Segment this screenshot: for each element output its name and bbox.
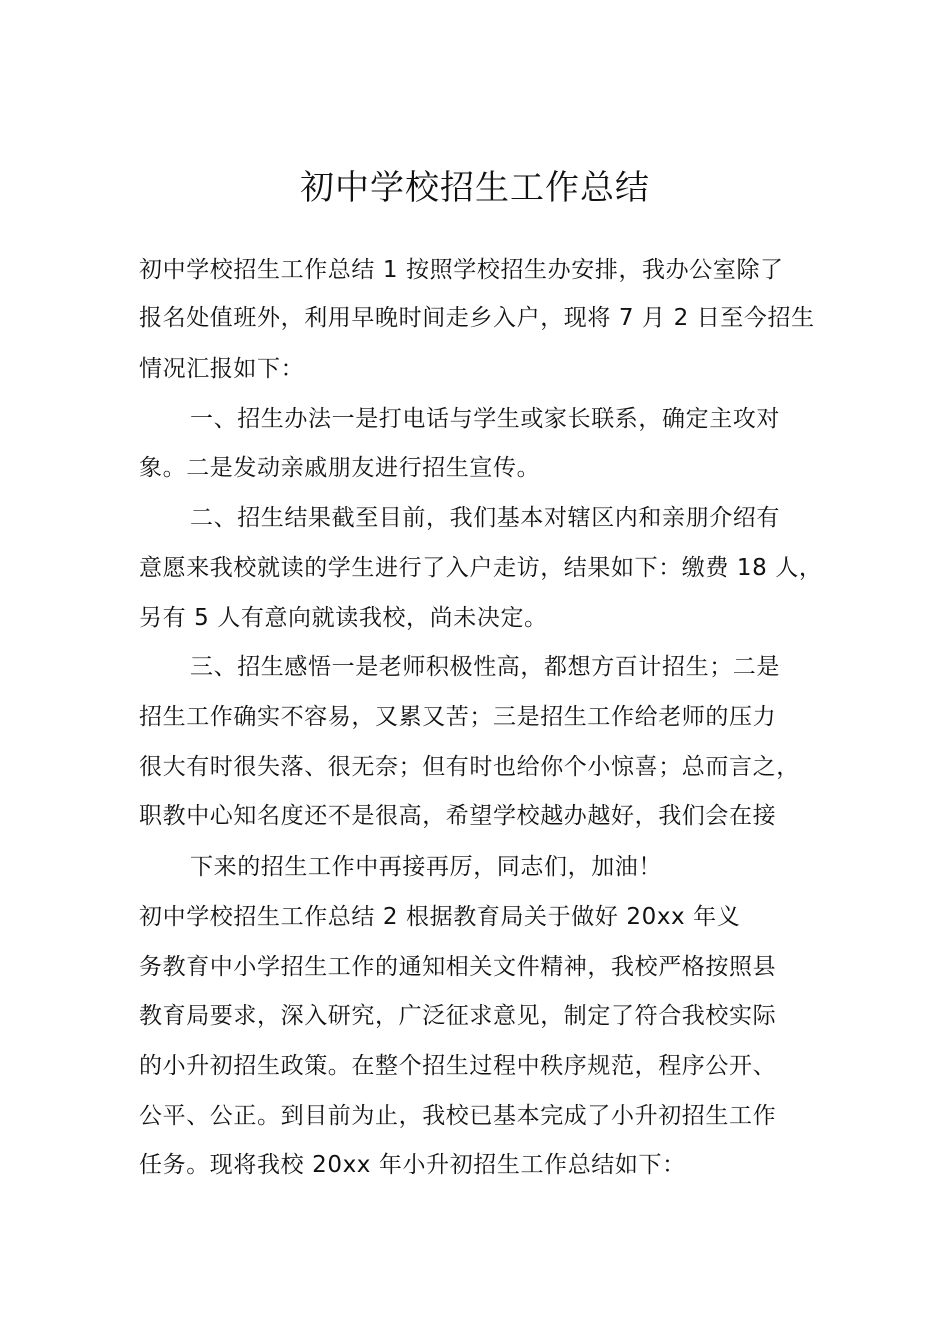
- text-line: 教育局要求，深入研究，广泛征求意见，制定了符合我校实际: [139, 1003, 777, 1029]
- text-line: 初中学校招生工作总结 1 按照学校招生办安排，我办公室除了: [139, 257, 784, 283]
- text-line: 公平、公正。到目前为止，我校已基本完成了小升初招生工作: [139, 1103, 777, 1129]
- text-line: 职教中心知名度还不是很高，希望学校越办越好，我们会在接: [139, 803, 777, 829]
- text-line: 象。二是发动亲戚朋友进行招生宣传。: [139, 455, 541, 481]
- text-line: 下来的招生工作中再接再厉，同志们，加油！: [190, 854, 662, 880]
- text-line: 很大有时很失落、很无奈；但有时也给你个小惊喜；总而言之，: [139, 754, 800, 780]
- text-line: 务教育中小学招生工作的通知相关文件精神，我校严格按照县: [139, 954, 777, 980]
- text-line: 的小升初招生政策。在整个招生过程中秩序规范，程序公开、: [139, 1053, 777, 1079]
- text-line: 一、招生办法一是打电话与学生或家长联系，确定主攻对: [190, 406, 780, 432]
- text-line: 二、招生结果截至目前，我们基本对辖区内和亲朋介绍有: [190, 505, 780, 531]
- text-line: 初中学校招生工作总结 2 根据教育局关于做好 20xx 年义: [139, 904, 741, 930]
- text-line: 任务。现将我校 20xx 年小升初招生工作总结如下：: [139, 1152, 686, 1178]
- text-line: 报名处值班外，利用早晚时间走乡入户，现将 7 月 2 日至今招生: [139, 305, 815, 331]
- text-line: 意愿来我校就读的学生进行了入户走访，结果如下：缴费 18 人，: [139, 555, 823, 581]
- text-line: 情况汇报如下：: [139, 356, 305, 382]
- text-line: 另有 5 人有意向就读我校，尚未决定。: [139, 605, 548, 631]
- document-title: 初中学校招生工作总结: [300, 168, 650, 208]
- text-line: 招生工作确实不容易，又累又苦；三是招生工作给老师的压力: [139, 704, 777, 730]
- text-line: 三、招生感悟一是老师积极性高，都想方百计招生；二是: [190, 654, 780, 680]
